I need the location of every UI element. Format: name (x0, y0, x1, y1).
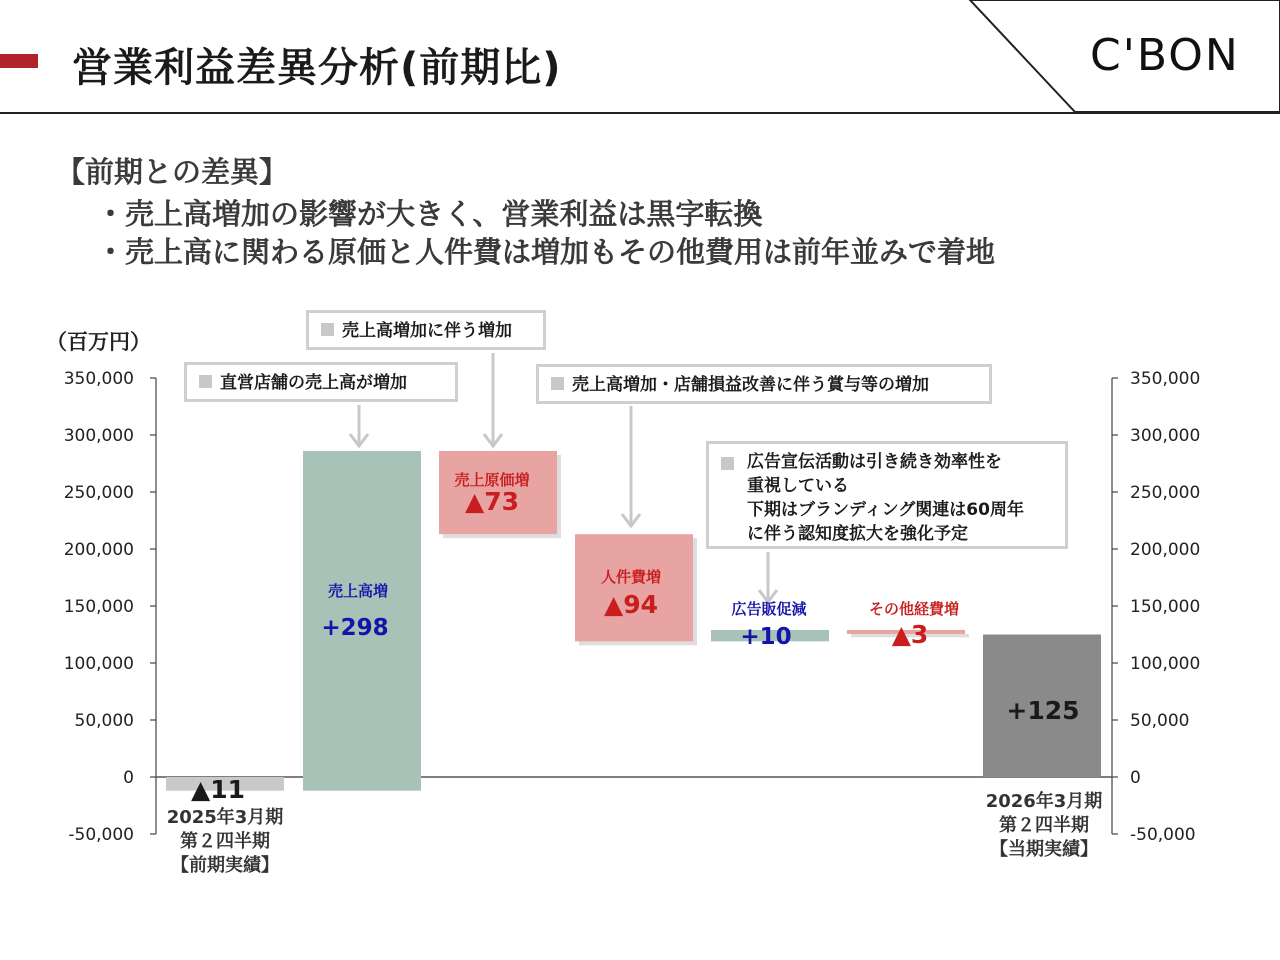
y-tick-label-left: -50,000 (68, 825, 134, 845)
y-tick-label-left: 150,000 (63, 597, 134, 617)
callout-text: に伴う認知度拡大を強化予定 (747, 524, 968, 544)
brand-logo: C'BON (1090, 30, 1240, 81)
period-line: 【前期実績】 (171, 855, 279, 876)
bar-value-label: +10 (740, 624, 792, 650)
y-tick-label-left: 200,000 (63, 540, 134, 560)
callout-text: 重視している (747, 476, 849, 496)
callout-advertising (706, 441, 1068, 549)
y-tick-label-left: 350,000 (63, 369, 134, 389)
bar-name-label: 売上高増 (327, 582, 388, 600)
bar-name-label: 人件費増 (600, 568, 661, 586)
bar-name-label: 売上原価増 (454, 471, 530, 489)
bar-value-label: ▲3 (891, 620, 929, 649)
summary-bullet: ・売上高に関わる原価と人件費は増加もその他費用は前年並みで着地 (96, 235, 996, 269)
bar-name-label: その他経費増 (868, 600, 959, 618)
period-label-end (969, 790, 1119, 862)
callout-bonus-increase (536, 364, 992, 404)
bar-value-label: +125 (1006, 696, 1080, 725)
y-tick-label-right: 50,000 (1130, 711, 1190, 731)
period-label-start (150, 806, 300, 878)
bullet-square (199, 375, 212, 388)
y-tick-label-left: 100,000 (63, 654, 134, 674)
y-tick-label-right: 350,000 (1130, 369, 1201, 389)
bar-value-label: ▲73 (464, 487, 520, 516)
bullet-square (321, 323, 334, 336)
callout-text: 売上高増加に伴う増加 (342, 321, 512, 341)
y-tick-label-right: 0 (1130, 768, 1141, 788)
page-title: 営業利益差異分析(前期比) (72, 45, 562, 91)
y-tick-label-right: -50,000 (1130, 825, 1196, 845)
y-tick-label-right: 300,000 (1130, 426, 1201, 446)
period-line: 第２四半期 (180, 831, 270, 852)
period-line: 2025年3月期 (166, 807, 284, 828)
y-tick-label-left: 250,000 (63, 483, 134, 503)
y-tick-label-left: 300,000 (63, 426, 134, 446)
bullet-square (721, 457, 734, 470)
period-line: 2026年3月期 (985, 791, 1103, 812)
y-tick-label-left: 50,000 (74, 711, 134, 731)
summary-heading: 【前期との差異】 (56, 155, 289, 189)
callout-text: 下期はブランディング関連は60周年 (747, 500, 1024, 520)
period-line: 第２四半期 (999, 815, 1089, 836)
bar-personnel (575, 534, 693, 641)
y-tick-label-right: 200,000 (1130, 540, 1201, 560)
y-tick-label-right: 250,000 (1130, 483, 1201, 503)
unit-label: （百万円） (46, 330, 151, 354)
callout-text: 売上高増加・店舗損益改善に伴う賞与等の増加 (572, 375, 929, 395)
bullet-square (551, 377, 564, 390)
bar-value-label: ▲11 (190, 775, 246, 804)
y-tick-label-right: 100,000 (1130, 654, 1201, 674)
callout-direct-store-sales (184, 362, 458, 402)
summary-bullet: ・売上高増加の影響が大きく、営業利益は黒字転換 (96, 197, 763, 231)
bar-name-label: 広告販促減 (731, 600, 807, 618)
y-tick-label-left: 0 (123, 768, 134, 788)
y-tick-label-right: 150,000 (1130, 597, 1201, 617)
callout-text: 広告宣伝活動は引き続き効率性を (747, 452, 1002, 472)
bar-value-label: +298 (321, 615, 389, 641)
callout-sales-increase (306, 310, 546, 350)
bar-value-label: ▲94 (603, 590, 659, 619)
period-line: 【当期実績】 (990, 839, 1098, 860)
callout-text: 直営店舗の売上高が増加 (220, 373, 407, 393)
